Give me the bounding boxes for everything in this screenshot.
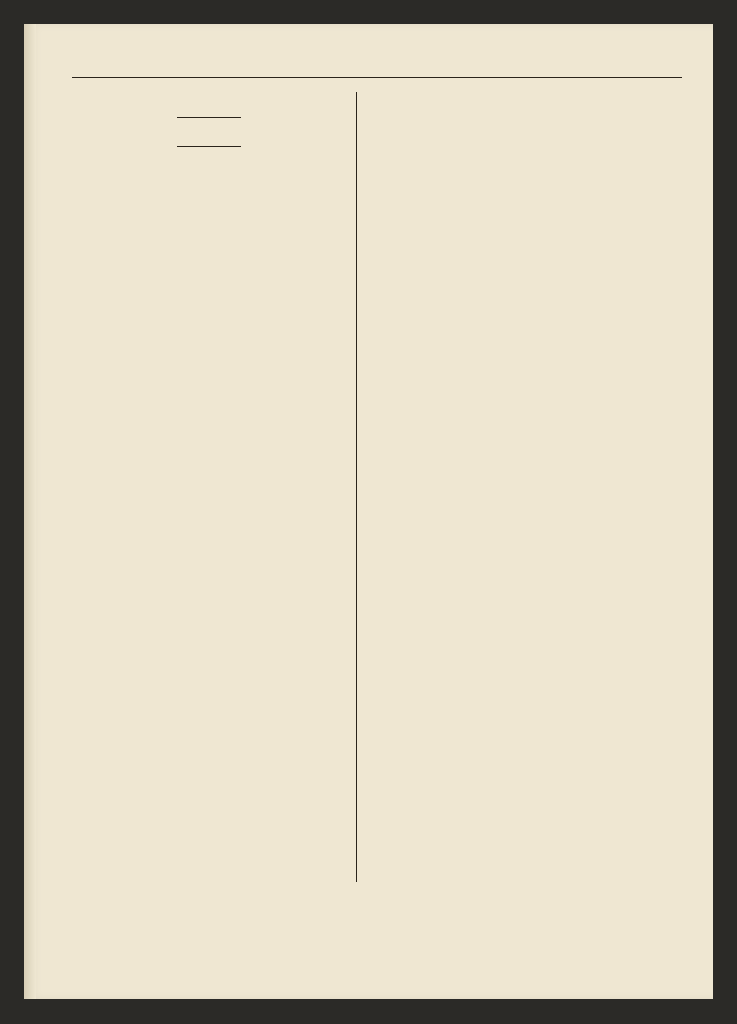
column-left bbox=[66, 95, 352, 165]
column-divider bbox=[356, 92, 357, 882]
running-header bbox=[72, 40, 682, 58]
column-right bbox=[361, 95, 633, 111]
section-divider bbox=[177, 117, 241, 118]
page-sheet bbox=[24, 24, 713, 999]
page-gutter bbox=[24, 24, 36, 999]
article-divider bbox=[177, 146, 241, 147]
header-rule bbox=[72, 77, 682, 78]
